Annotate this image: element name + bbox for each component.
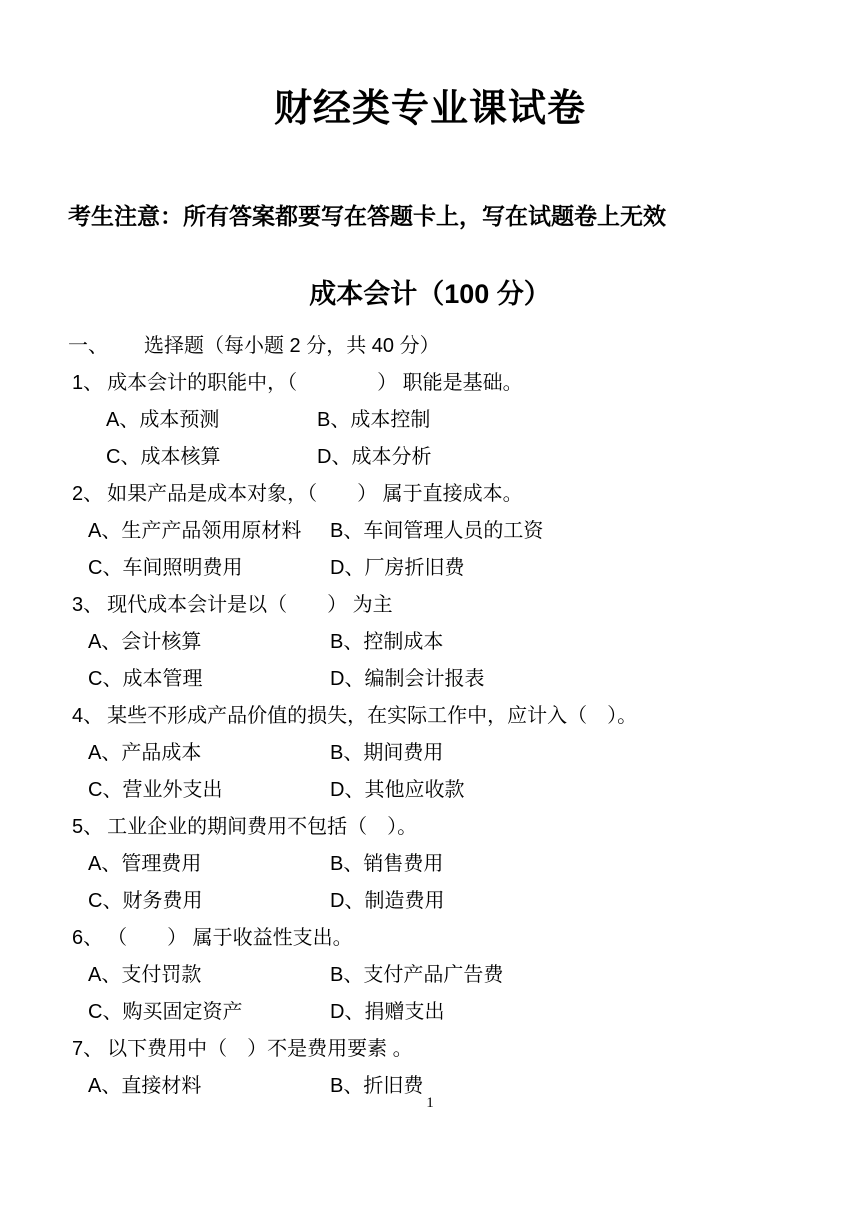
- option-row: [0, 993, 860, 1030]
- question-number: 5、: [72, 815, 104, 838]
- question-number: 4、: [72, 704, 104, 727]
- question-number: 1、: [72, 371, 104, 394]
- option-cell: A、直接材料: [88, 1074, 202, 1097]
- option-cell: A、成本预测: [106, 408, 220, 431]
- option-cell: B、期间费用: [330, 741, 444, 764]
- question-text: 如果产品是成本对象，（ ） 属于直接成本。: [107, 482, 523, 505]
- question-number: 6、: [72, 926, 104, 949]
- section-heading: 成本会计（100 分）: [309, 279, 551, 309]
- option-cell: C、车间照明费用: [88, 556, 243, 579]
- question-number: 3、: [72, 593, 104, 616]
- question-text: 以下费用中（ ）不是费用要素 。: [107, 1037, 413, 1060]
- option-row: [0, 438, 860, 475]
- option-cell: A、会计核算: [88, 630, 202, 653]
- question-stem: [0, 475, 860, 512]
- option-row: [0, 623, 860, 660]
- part-heading: [0, 327, 860, 364]
- option-cell: C、成本核算: [106, 445, 221, 468]
- part-label: 选择题（每小题 2 分，共 40 分）: [144, 334, 440, 357]
- option-cell: D、厂房折旧费: [330, 556, 465, 579]
- question-stem: [0, 919, 860, 956]
- question-text: （ ） 属于收益性支出。: [107, 926, 353, 949]
- question-6: [0, 919, 860, 1030]
- page-number: 1: [426, 1095, 434, 1111]
- question-5: [0, 808, 860, 919]
- option-cell: C、购买固定资产: [88, 1000, 243, 1023]
- question-stem: [0, 808, 860, 845]
- option-row: [0, 771, 860, 808]
- option-row: [0, 512, 860, 549]
- question-list: [0, 327, 860, 1104]
- option-cell: D、捐赠支出: [330, 1000, 445, 1023]
- exam-notice: 考生注意：所有答案都要写在答题卡上，写在试题卷上无效: [68, 203, 666, 229]
- question-text: 某些不形成产品价值的损失，在实际工作中，应计入（ ）。: [107, 704, 638, 727]
- question-1: [0, 364, 860, 475]
- option-cell: B、支付产品广告费: [330, 963, 504, 986]
- option-cell: D、制造费用: [330, 889, 445, 912]
- question-stem: [0, 697, 860, 734]
- option-cell: D、其他应收款: [330, 778, 465, 801]
- page-title: 财经类专业课试卷: [273, 88, 586, 130]
- question-4: [0, 697, 860, 808]
- question-text: 成本会计的职能中，（ ） 职能是基础。: [107, 371, 523, 394]
- option-cell: B、成本控制: [317, 408, 431, 431]
- option-row: [0, 549, 860, 586]
- question-stem: [0, 364, 860, 401]
- option-cell: A、产品成本: [88, 741, 202, 764]
- option-row: [0, 734, 860, 771]
- option-row: [0, 401, 860, 438]
- question-stem: [0, 586, 860, 623]
- option-row: [0, 660, 860, 697]
- question-number: 2、: [72, 482, 104, 505]
- question-3: [0, 586, 860, 697]
- option-cell: B、控制成本: [330, 630, 444, 653]
- question-text: 现代成本会计是以（ ） 为主: [107, 593, 393, 616]
- option-row: [0, 956, 860, 993]
- option-row: [0, 845, 860, 882]
- option-cell: B、车间管理人员的工资: [330, 519, 544, 542]
- option-cell: A、生产产品领用原材料: [88, 519, 302, 542]
- option-cell: A、支付罚款: [88, 963, 202, 986]
- option-cell: D、编制会计报表: [330, 667, 485, 690]
- option-cell: C、财务费用: [88, 889, 203, 912]
- question-number: 7、: [72, 1037, 104, 1060]
- question-stem: [0, 1030, 860, 1067]
- option-cell: A、管理费用: [88, 852, 202, 875]
- option-row: [0, 882, 860, 919]
- question-7: [0, 1030, 860, 1104]
- option-cell: C、营业外支出: [88, 778, 223, 801]
- question-text: 工业企业的期间费用不包括（ ）。: [107, 815, 418, 838]
- option-cell: D、成本分析: [317, 445, 432, 468]
- part-number: 一、: [68, 334, 108, 357]
- option-cell: C、成本管理: [88, 667, 203, 690]
- question-2: [0, 475, 860, 586]
- option-cell: B、折旧费: [330, 1074, 424, 1097]
- option-cell: B、销售费用: [330, 852, 444, 875]
